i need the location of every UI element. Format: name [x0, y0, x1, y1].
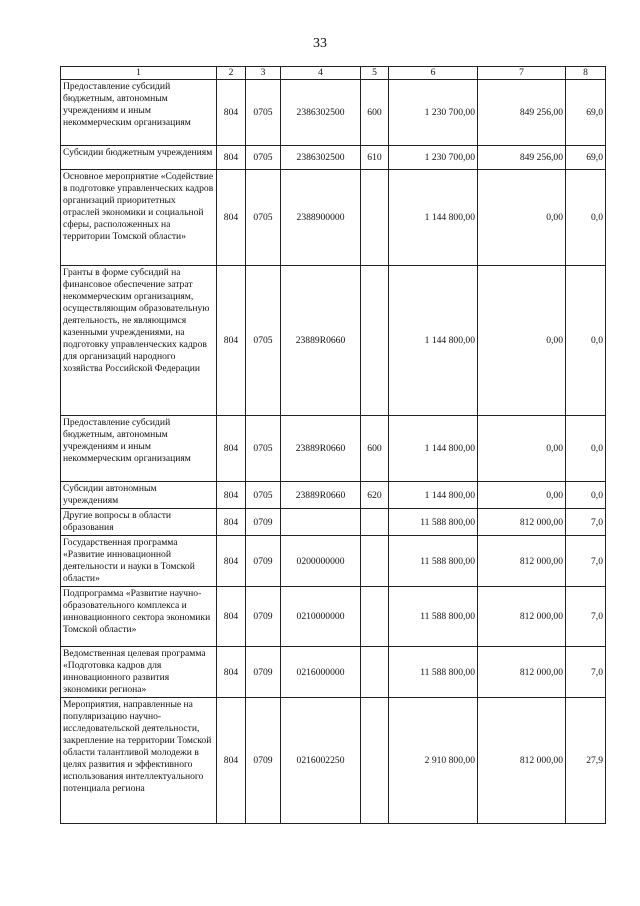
row-col5: [361, 587, 389, 647]
row-col2: 804: [217, 536, 246, 587]
row-name: Предоставление субсидий бюджетным, автономным учреждениям и иным некоммерческим организациям: [61, 416, 217, 482]
row-name: Государственная программа «Развитие инновационной деятельности и науки в Томской области»: [61, 536, 217, 587]
table-header: [61, 67, 606, 80]
row-amount-plan: 11 588 800,00: [389, 536, 478, 587]
header-row: [61, 67, 606, 80]
row-amount-plan: 1 144 800,00: [389, 482, 478, 509]
row-col5: [361, 509, 389, 536]
row-col2: 804: [217, 587, 246, 647]
row-percent: 0,0: [566, 416, 606, 482]
row-amount-plan: 1 230 700,00: [389, 146, 478, 170]
row-col4: 2386302500: [281, 146, 361, 170]
row-amount-fact: 812 000,00: [478, 536, 566, 587]
row-amount-fact: 0,00: [478, 170, 566, 266]
row-col3: 0709: [246, 587, 281, 647]
row-col3: 0705: [246, 146, 281, 170]
column-header-6: 6: [389, 67, 478, 80]
row-col2: 804: [217, 509, 246, 536]
row-name: Субсидии автономным учреждениям: [61, 482, 217, 509]
row-amount-fact: 812 000,00: [478, 509, 566, 536]
row-name: Ведомственная целевая программа «Подготовка кадров для инновационного развития экономики региона»: [61, 647, 217, 698]
row-col3: 0705: [246, 80, 281, 146]
row-amount-plan: 1 230 700,00: [389, 80, 478, 146]
row-col3: 0709: [246, 698, 281, 824]
row-amount-plan: 1 144 800,00: [389, 416, 478, 482]
row-col5: [361, 170, 389, 266]
row-col3: 0705: [246, 170, 281, 266]
row-amount-plan: 2 910 800,00: [389, 698, 478, 824]
table-row: [61, 482, 606, 509]
column-header-8: 8: [566, 67, 606, 80]
row-amount-plan: 1 144 800,00: [389, 266, 478, 416]
row-amount-fact: 812 000,00: [478, 698, 566, 824]
row-name: Гранты в форме субсидий на финансовое обеспечение затрат некоммерческим организациям, осуществляющим образовательную деятельность, не являющимся казенными учреждениями, на подготовку управленческих кадров для организаций народного хозяйства Российской Федерации: [61, 266, 217, 416]
row-col3: 0709: [246, 536, 281, 587]
row-col4: 2386302500: [281, 80, 361, 146]
row-col2: 804: [217, 482, 246, 509]
row-percent: 7,0: [566, 587, 606, 647]
column-header-7: 7: [478, 67, 566, 80]
column-header-2: 2: [217, 67, 246, 80]
row-col4: 23889R0660: [281, 266, 361, 416]
row-percent: 7,0: [566, 509, 606, 536]
table-row: [61, 509, 606, 536]
table-row: [61, 698, 606, 824]
row-col3: 0705: [246, 416, 281, 482]
row-percent: 7,0: [566, 647, 606, 698]
row-col3: 0709: [246, 509, 281, 536]
row-col5: 600: [361, 80, 389, 146]
row-col4: 2388900000: [281, 170, 361, 266]
row-col5: 620: [361, 482, 389, 509]
row-col4: 23889R0660: [281, 482, 361, 509]
table-row: [61, 647, 606, 698]
row-col3: 0709: [246, 647, 281, 698]
row-amount-fact: 0,00: [478, 482, 566, 509]
column-header-1: 1: [61, 67, 217, 80]
row-col5: [361, 698, 389, 824]
row-amount-plan: 11 588 800,00: [389, 587, 478, 647]
row-col5: [361, 647, 389, 698]
row-amount-plan: 11 588 800,00: [389, 509, 478, 536]
row-amount-fact: 0,00: [478, 266, 566, 416]
row-name: Основное мероприятие «Содействие в подготовке управленческих кадров организаций приоритетных отраслей экономики и социальной сферы, расположенных на территории Томской области»: [61, 170, 217, 266]
row-col2: 804: [217, 647, 246, 698]
table-row: [61, 416, 606, 482]
row-percent: 69,0: [566, 80, 606, 146]
row-col2: 804: [217, 80, 246, 146]
column-header-5: 5: [361, 67, 389, 80]
row-name: Подпрограмма «Развитие научно-образовательного комплекса и инновационного сектора экономики Томской области»: [61, 587, 217, 647]
row-col5: [361, 536, 389, 587]
table-row: [61, 266, 606, 416]
table-row: [61, 536, 606, 587]
row-col4: 0210000000: [281, 587, 361, 647]
row-col2: 804: [217, 170, 246, 266]
row-col4: [281, 509, 361, 536]
table-row: [61, 587, 606, 647]
row-name: Предоставление субсидий бюджетным, автономным учреждениям и иным некоммерческим организациям: [61, 80, 217, 146]
row-col2: 804: [217, 698, 246, 824]
row-col3: 0705: [246, 482, 281, 509]
row-col5: 600: [361, 416, 389, 482]
row-col2: 804: [217, 416, 246, 482]
row-name: Другие вопросы в области образования: [61, 509, 217, 536]
row-percent: 0,0: [566, 482, 606, 509]
row-percent: 7,0: [566, 536, 606, 587]
column-header-3: 3: [246, 67, 281, 80]
row-amount-fact: 812 000,00: [478, 587, 566, 647]
row-percent: 27,9: [566, 698, 606, 824]
row-col3: 0705: [246, 266, 281, 416]
row-amount-fact: 0,00: [478, 416, 566, 482]
budget-table: [60, 66, 606, 824]
page-number: 33: [313, 36, 327, 51]
row-name: Мероприятия, направленные на популяризацию научно-исследовательской деятельности, закрепление на территории Томской области талантливой молодежи в целях развития и эффективного использования интеллектуального потенциала региона: [61, 698, 217, 824]
row-name: Субсидии бюджетным учреждениям: [61, 146, 217, 170]
table-row: [61, 170, 606, 266]
row-col5: [361, 266, 389, 416]
table-row: [61, 80, 606, 146]
row-col2: 804: [217, 146, 246, 170]
row-amount-fact: 849 256,00: [478, 80, 566, 146]
row-percent: 69,0: [566, 146, 606, 170]
row-amount-plan: 11 588 800,00: [389, 647, 478, 698]
row-col2: 804: [217, 266, 246, 416]
row-amount-fact: 812 000,00: [478, 647, 566, 698]
row-col4: 0216000000: [281, 647, 361, 698]
row-amount-plan: 1 144 800,00: [389, 170, 478, 266]
row-col4: 23889R0660: [281, 416, 361, 482]
row-col5: 610: [361, 146, 389, 170]
row-col4: 0216002250: [281, 698, 361, 824]
row-percent: 0,0: [566, 266, 606, 416]
column-header-4: 4: [281, 67, 361, 80]
row-percent: 0,0: [566, 170, 606, 266]
table-body: [61, 80, 606, 824]
table-row: [61, 146, 606, 170]
row-col4: 0200000000: [281, 536, 361, 587]
row-amount-fact: 849 256,00: [478, 146, 566, 170]
